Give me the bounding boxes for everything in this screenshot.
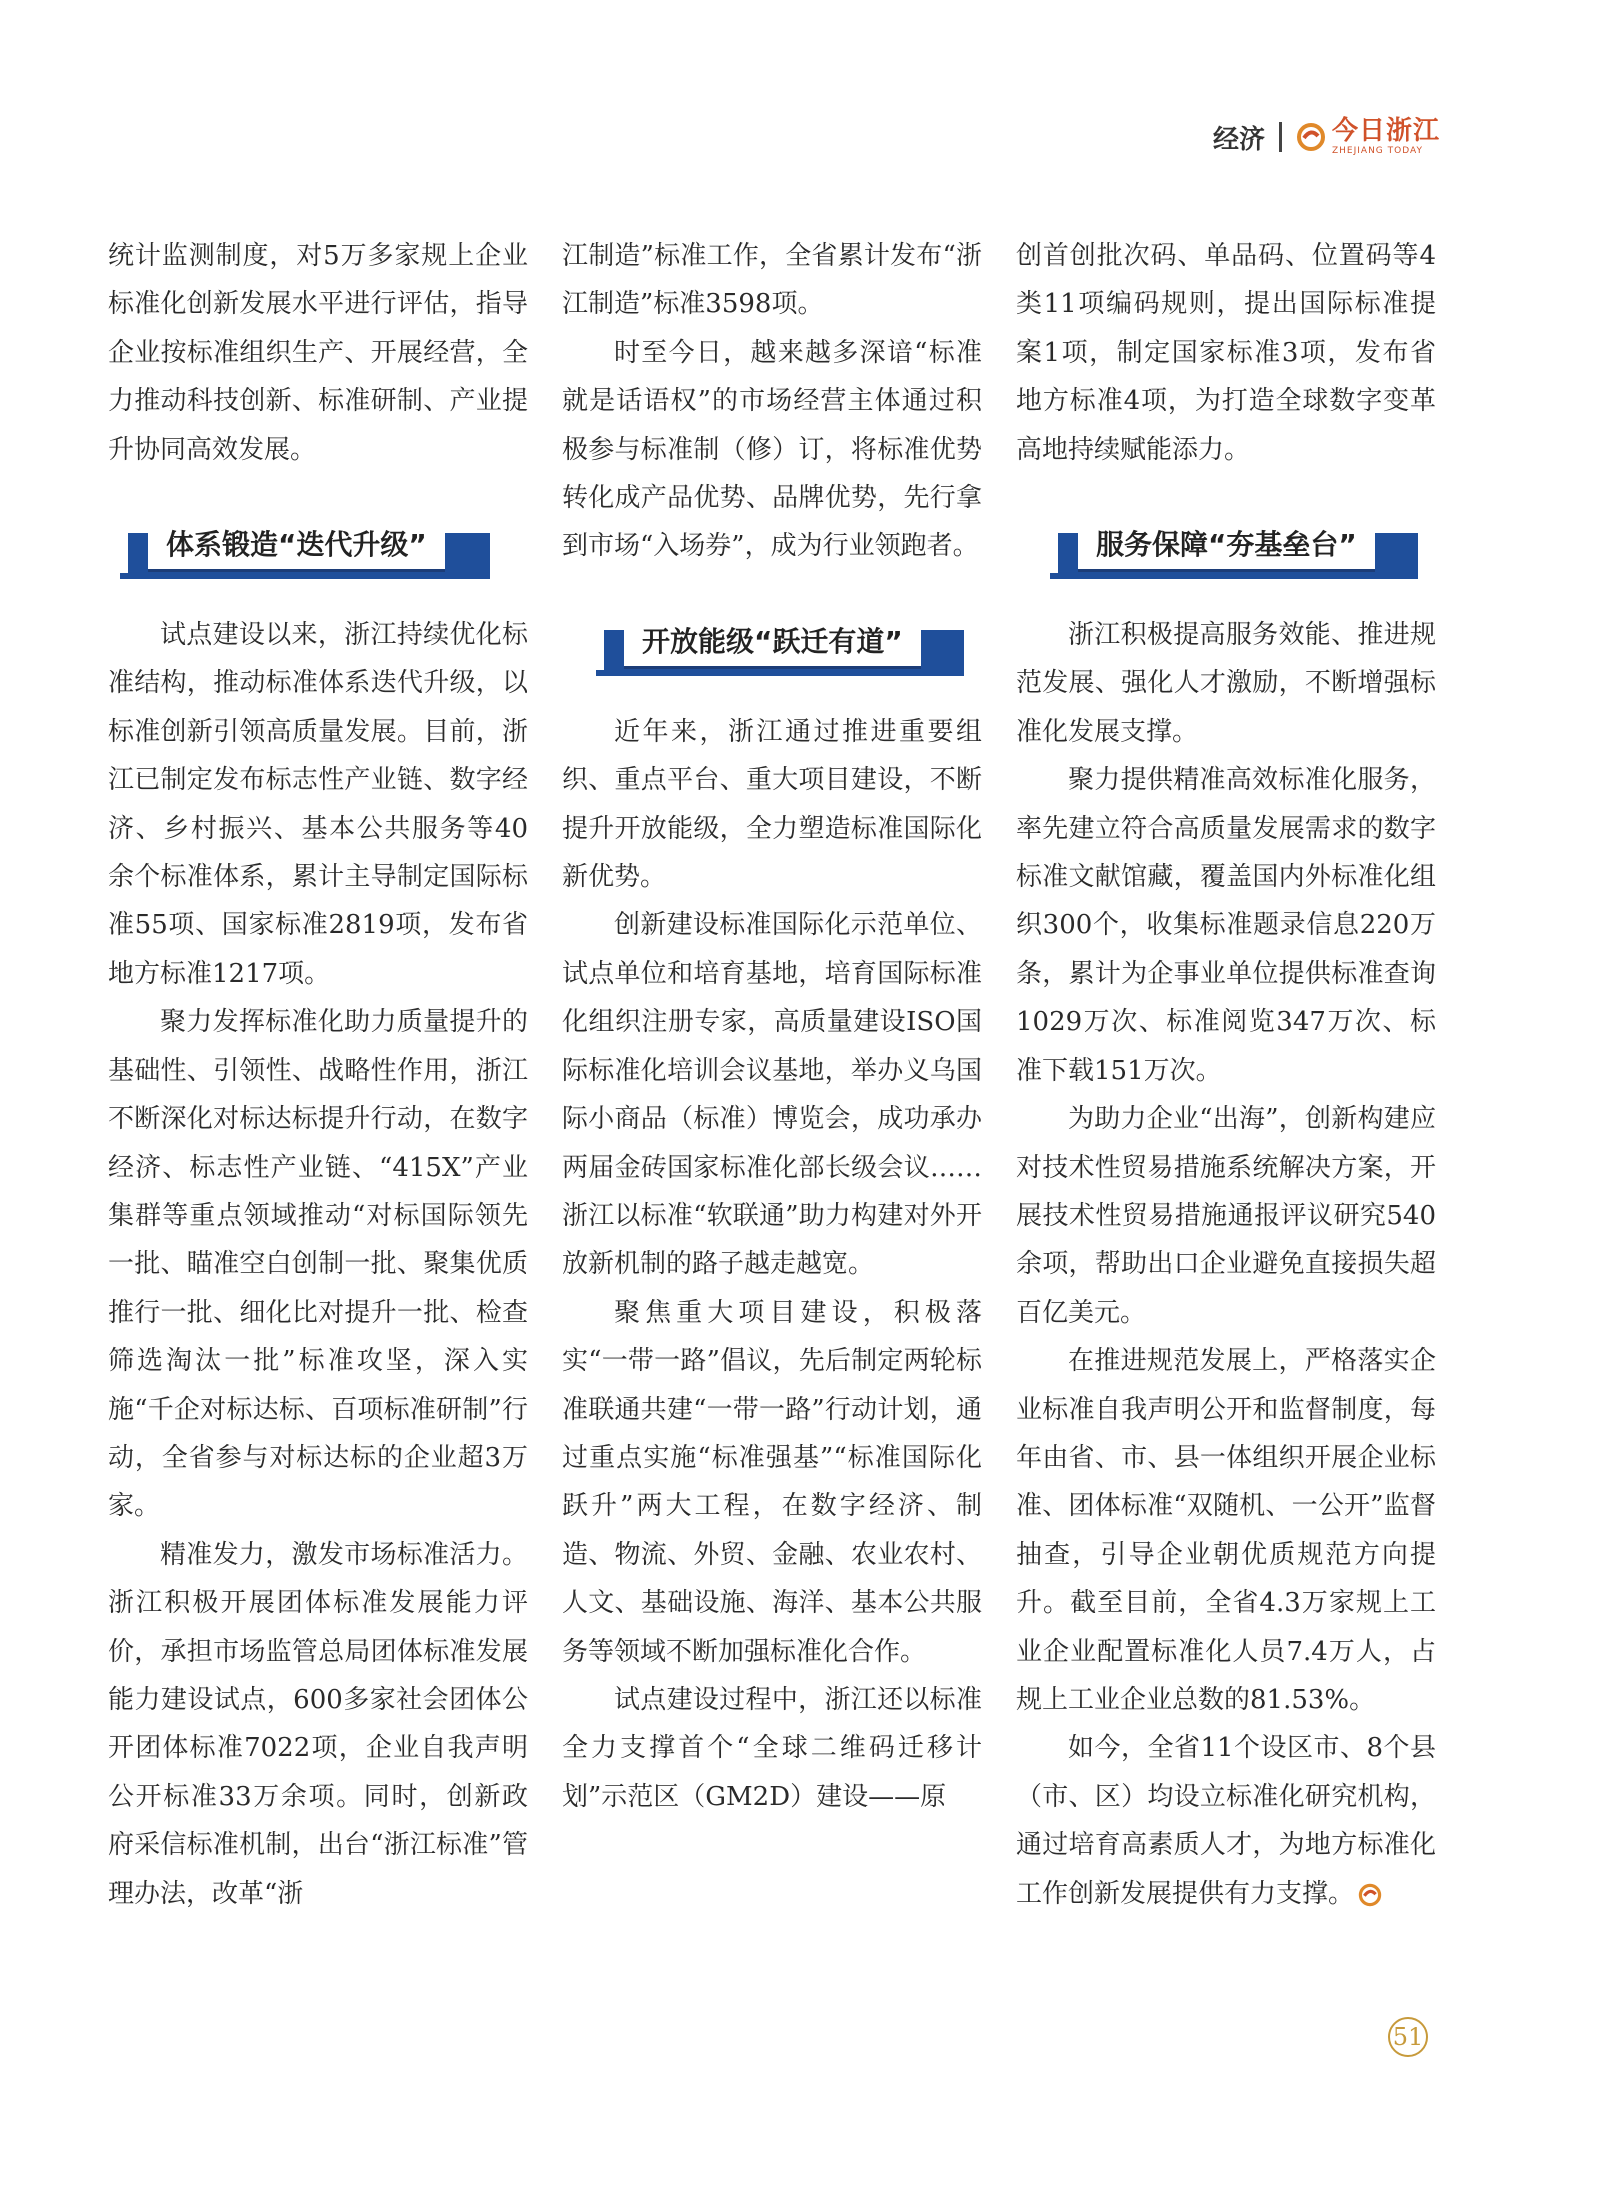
page-number: 51: [1388, 2017, 1428, 2057]
paragraph: 时至今日，越来越多深谙“标准就是话语权”的市场经营主体通过积极参与标准制（修）订，将标准优势转化成产品优势、品牌优势，先行拿到市场“入场券”，成为行业领跑者。: [562, 337, 982, 562]
article-end-icon: [1358, 1883, 1382, 1907]
paragraph: 江制造”标准工作，全省累计发布“浙江制造”标准3598项。: [562, 241, 982, 320]
paragraph: 近年来，浙江通过推进重要组织、重点平台、重大项目建设，不断提升开放能级，全力塑造标准国际化新优势。: [562, 716, 982, 893]
column-2: [562, 232, 982, 1821]
paragraph: 创新建设标准国际化示范单位、试点单位和培育基地，培育国际标准化组织注册专家，高质量建设ISO国际标准化培训会议基地，举办义乌国际小商品（标准）博览会，成功承办两届金砖国家标准化部长级会议……浙江以标准“软联通”助力构建对外开放新机制的路子越走越宽。: [562, 910, 982, 1280]
paragraph: 试点建设过程中，浙江还以标准全力支撑首个“全球二维码迁移计划”示范区（GM2D）建设——原: [562, 1684, 982, 1812]
paragraph: 统计监测制度，对5万多家规上企业标准化创新发展水平进行评估，指导企业按标准组织生产、开展经营，全力推动科技创新、标准研制、产业提升协同高效发展。: [108, 241, 528, 465]
heading-label: 服务保障“夯基垒台”: [1078, 521, 1375, 572]
logo-swirl-icon: [1296, 122, 1326, 152]
section-label: 经济: [1212, 124, 1265, 155]
paragraph: 试点建设以来，浙江持续优化标准结构，推动标准体系迭代升级，以标准创新引领高质量发展。目前，浙江已制定发布标志性产业链、数字经济、乡村振兴、基本公共服务等40余个标准体系，累计主导制定国际标准55项、国家标准2819项，发布省地方标准1217项。: [108, 620, 528, 989]
paragraph: 聚焦重大项目建设，积极落实“一带一路”倡议，先后制定两轮标准联通共建“一带一路”行动计划，通过重点实施“标准强基”“标准国际化跃升”两大工程，在数字经济、制造、物流、外贸、金融、农业农村、人文、基础设施、海洋、基本公共服务等领域不断加强标准化合作。: [562, 1297, 982, 1667]
column-1: [108, 232, 528, 1918]
paragraph: 为助力企业“出海”，创新构建应对技术性贸易措施系统解决方案，开展技术性贸易措施通报评议研究540余项，帮助出口企业避免直接损失超百亿美元。: [1016, 1104, 1436, 1328]
paragraph: 聚力提供精准高效标准化服务，率先建立符合高质量发展需求的数字标准文献馆藏，覆盖国内外标准化组织300个，收集标准题录信息220万条，累计为企事业单位提供标准查询1029万次、标准阅览347万次、标准下载151万次。: [1016, 765, 1436, 1086]
page-header: [1213, 118, 1440, 156]
paragraph: 在推进规范发展上，严格落实企业标准自我声明公开和监督制度，每年由省、市、县一体组织开展企业标准、团体标准“双随机、一公开”监督抽查，引导企业朝优质规范方向提升。截至目前，全省4.3万家规上工业企业配置标准化人员7.4万人，占规上工业企业总数的81.53%。: [1016, 1346, 1436, 1715]
paragraph: 聚力发挥标准化助力质量提升的基础性、引领性、战略性作用，浙江不断深化对标达标提升行动，在数字经济、标志性产业链、“415X”产业集群等重点领域推动“对标国际领先一批、瞄准空白创制一批、聚集优质推行一批、细化比对提升一批、检查筛选淘汰一批”标准攻坚，深入实施“千企对标达标、百项标准研制”行动，全省参与对标达标的企业超3万家。: [108, 1007, 528, 1522]
paragraph: 创首创批次码、单品码、位置码等4类11项编码规则，提出国际标准提案1项，制定国家标准3项，发布省地方标准4项，为打造全球数字变革高地持续赋能添力。: [1016, 241, 1436, 465]
paragraph: 浙江积极提高服务效能、推进规范发展、强化人才激励，不断增强标准化发展支撑。: [1016, 620, 1436, 747]
heading-label: 体系锻造“迭代升级”: [148, 521, 445, 572]
logo-english: ZHEJIANG TODAY: [1331, 146, 1423, 156]
section-heading: [1016, 521, 1436, 573]
paragraph: 精准发力，激发市场标准活力。浙江积极开展团体标准发展能力评价，承担市场监管总局团体标准发展能力建设试点，600多家社会团体公开团体标准7022项，企业自我声明公开标准33万余项。同时，创新政府采信标准机制，出台“浙江标准”管理办法，改革“浙: [108, 1539, 528, 1909]
header-divider: [1279, 122, 1282, 152]
paragraph-text: 如今，全省11个设区市、8个县（市、区）均设立标准化研究机构，通过培育高素质人才，为地方标准化工作创新发展提供有力支撑。: [1016, 1733, 1436, 1909]
magazine-logo: [1296, 118, 1440, 156]
logo-chinese: 今日浙江: [1331, 116, 1440, 146]
heading-label: 开放能级“跃迁有道”: [624, 618, 921, 669]
paragraph-last: [1016, 1724, 1436, 1918]
column-3: [1016, 232, 1436, 1918]
section-heading: [108, 521, 528, 573]
section-heading: [562, 618, 982, 670]
